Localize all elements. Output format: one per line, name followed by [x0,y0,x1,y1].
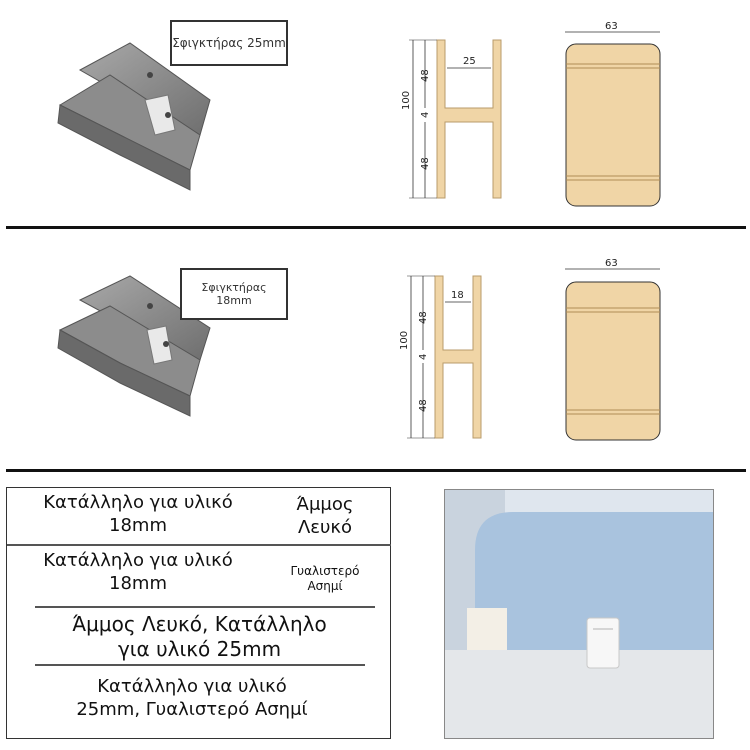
installed-product-photo [444,489,714,739]
dim-middle-25mm: 4 [420,111,431,118]
clip-label-text: Σφιγκτήρας 25mm [172,35,286,50]
dim-upper-25mm: 48 [420,69,431,82]
dim-lower-25mm: 48 [420,157,431,170]
option-1-description [13,492,263,537]
option-1-desc-line2: 18mm [109,514,167,536]
section-divider-2 [6,469,746,472]
option-1-color-line1: Άμμος [296,494,354,515]
dim-total-25mm: 100 [401,90,412,110]
clip-label-18mm [180,268,288,320]
option-2-desc-line2: 18mm [109,572,167,594]
plate-diagram-18mm [560,256,670,446]
option-2-color-line2: Ασημί [307,579,343,593]
option-1-color-line2: Λευκό [297,516,353,538]
table-row-divider [7,544,391,546]
option-2-description [13,550,263,595]
options-table [6,487,391,739]
photo-illustration [445,490,713,738]
dim-gap-18mm: 18 [451,290,464,301]
clip-label-25mm [170,20,288,66]
profile-diagram-18mm [395,268,515,448]
option-3-desc-line1: Άμμος Λευκό, Κατάλληλο [72,612,327,636]
plate-diagram-25mm [560,18,670,213]
profile-diagram-25mm [395,30,515,210]
section-divider-1 [6,226,746,229]
clip-label-text-line1: Σφιγκτήρας [201,280,267,294]
option-3-desc-line2: για υλικό 25mm [117,637,282,661]
option-4-desc-line2: 25mm, Γυαλιστερό Ασημί [76,698,308,720]
dim-middle-18mm: 4 [418,353,429,360]
option-2-desc-line1: Κατάλληλο για υλικό [43,550,233,571]
table-row-divider [35,664,365,666]
dim-lower-18mm: 48 [418,399,429,412]
option-3-description [27,612,372,662]
option-1-desc-line1: Κατάλληλο για υλικό [43,492,233,513]
option-2-color-line1: Γυαλιστερό [290,564,360,578]
dim-plate-width-25mm: 63 [605,21,618,32]
clip-label-text-line2: 18mm [216,294,252,307]
dim-gap-25mm: 25 [463,56,476,67]
option-1-color [265,494,385,539]
dim-upper-18mm: 48 [418,311,429,324]
option-4-desc-line1: Κατάλληλο για υλικό [97,676,287,697]
dim-total-18mm: 100 [399,330,410,350]
option-2-color [265,564,385,594]
option-4-description [27,676,357,721]
table-row-divider [35,606,375,608]
dim-plate-width-18mm: 63 [605,258,618,269]
